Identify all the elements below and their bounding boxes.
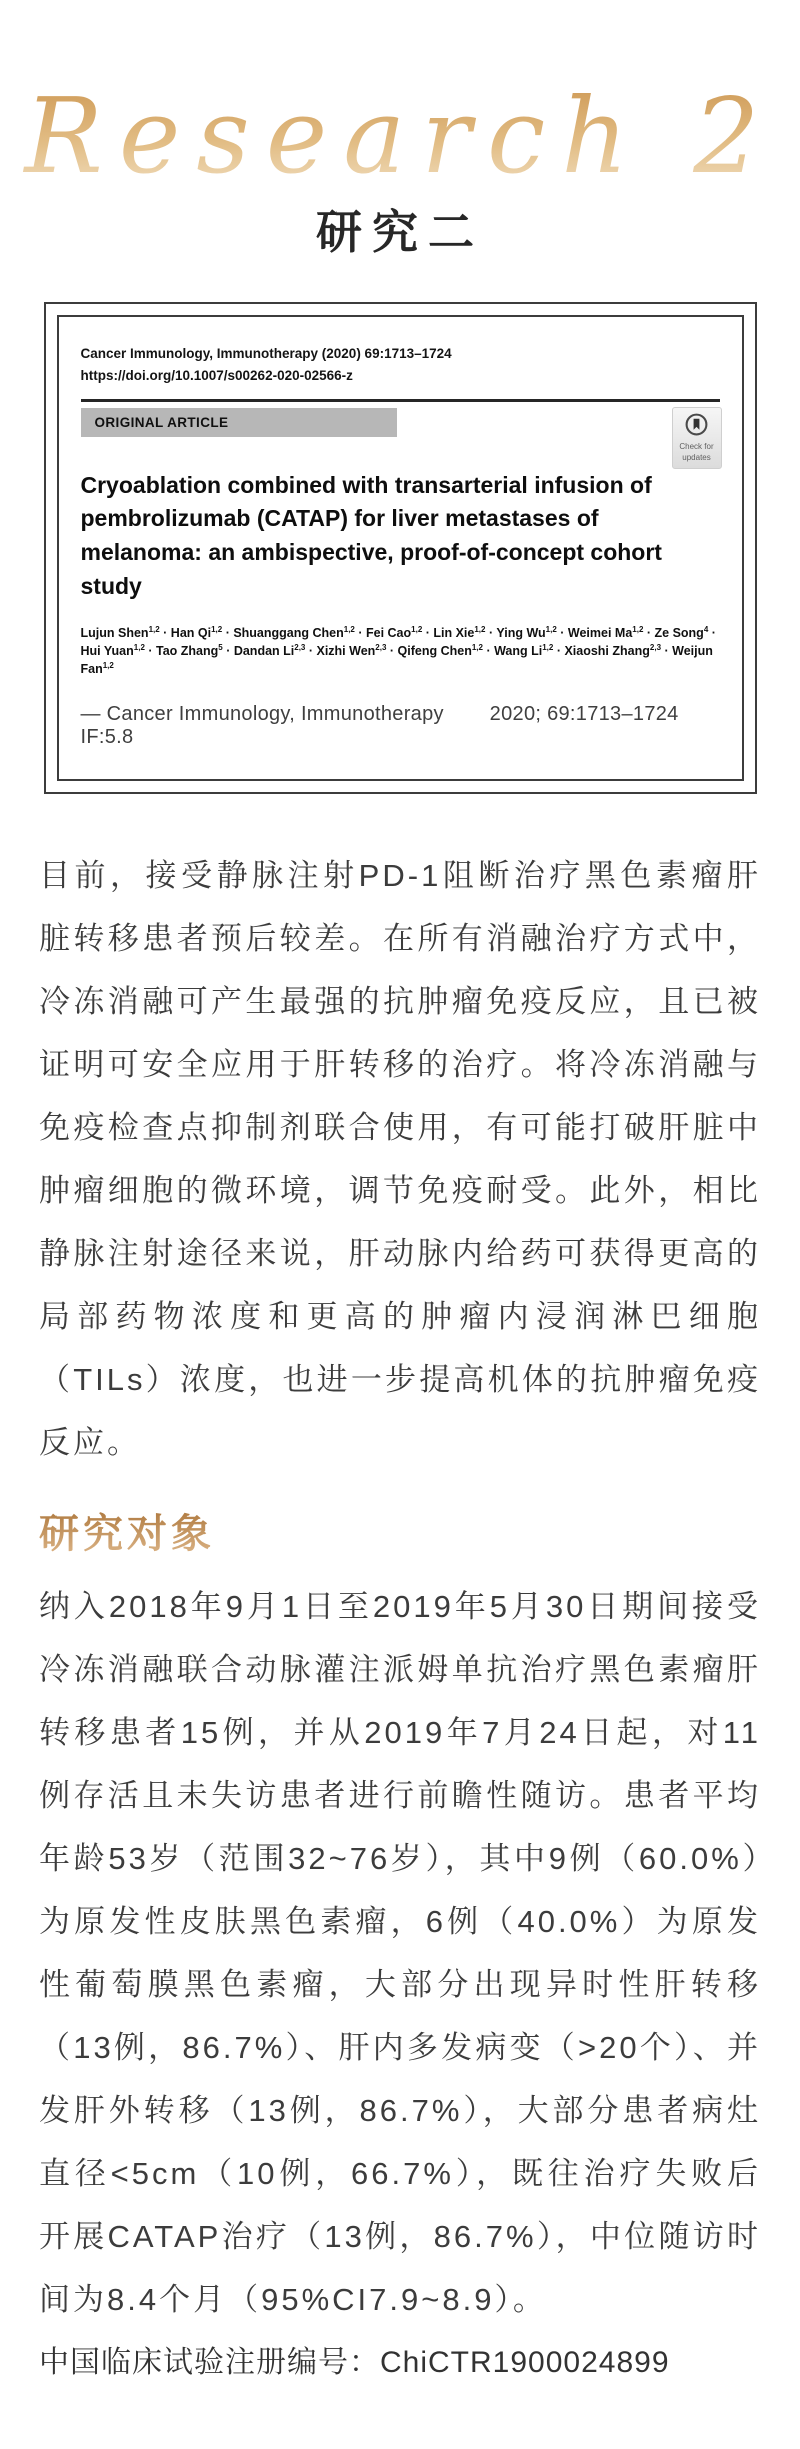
paper-inner-frame [57, 315, 744, 780]
rule-divider [81, 399, 720, 402]
check-for-updates-badge [672, 407, 722, 469]
doi-line: https://doi.org/10.1007/s00262-020-02566-z [80, 367, 353, 383]
page-header [0, 0, 800, 262]
section-title-chinese: 研究二 [316, 207, 484, 259]
paper-authors: Lujun Shen$^{1,2}$ · Han Qi$^{1,2}$ · Shuanggang Chen$^{1,2}$ · Fei Cao$^{1,2}$ · Lin Xie$^{1,2}$ · Ying Wu$^{1,2}$ · Weimei Ma$^{1,2}$ · Ze Song$^4$ · Hui Yuan$^{1,2}$ · Tao Zhang$^5$ · Dandan Li$^{2,3}$ · Xizhi Wen$^{2,3}$ · Qifeng Chen$^{1,2}$ · Wang Li$^{1,2}$ · Xiaoshi Zhang$^{2,3}$ · Weijun Fan$^{1,2}$ [80, 624, 716, 677]
citation-volume: 2020; 69:1713–1724 [489, 702, 679, 725]
study-subjects-heading: 研究对象 [39, 1502, 761, 1559]
check-badge-label-line1: Check for [679, 442, 714, 452]
paper-title: Cryoablation combined with transarterial infusion of pembrolizumab (CATAP) for liver metastases of melanoma: an ambispective, proof-of-concept cohort study [80, 471, 662, 599]
research-script-title: Research 2 [0, 66, 800, 206]
trial-registration-line: 中国临床试验注册编号：ChiCTR1900024899 [39, 2345, 670, 2379]
intro-paragraph: 目前，接受静脉注射PD-1阻断治疗黑色素瘤肝脏转移患者预后较差。在所有消融治疗方式中，冷冻消融可产生最强的抗肿瘤免疫反应，且已被证明可安全应用于肝转移的治疗。将冷冻消融与免疫检查点抑制剂联合使用，有可能打破肝脏中肿瘤细胞的微环境，调节免疫耐受。此外，相比静脉注射途径来说，肝动脉内给药可获得更高的局部药物浓度和更高的肿瘤内浸润淋巴细胞（TILs）浓度，也进一步提高机体的抗肿瘤免疫反应。 [39, 857, 761, 1460]
citation-impact-factor: IF:5.8 [80, 725, 134, 748]
study-subjects-paragraph: 纳入2018年9月1日至2019年5月30日期间接受冷冻消融联合动脉灌注派姆单抗治疗黑色素瘤肝转移患者15例，并从2019年7月24日起，对11例存活且未失访患者进行前瞻性随访。患者平均年龄53岁（范围32~76岁），其中9例（60.0%）为原发性皮肤黑色素瘤，6例（40.0%）为原发性葡萄膜黑色素瘤，大部分出现异时性肝转移（13例，86.7%）、肝内多发病变（>20个）、并发肝外转移（13例，86.7%），大部分患者病灶直径<5cm（10例，66.7%），既往治疗失败后开展CATAP治疗（13例，86.7%），中位随访时间为8.4个月（95%CI7.9~8.9）。 [39, 1588, 761, 2317]
citation-footer [81, 703, 720, 749]
check-badge-label-line2: updates [682, 452, 711, 462]
check-for-updates-icon [684, 424, 709, 441]
paper-screenshot-card [44, 302, 757, 793]
article-type-bar: ORIGINAL ARTICLE [81, 408, 397, 437]
citation-source: — Cancer Immunology, Immunotherapy [80, 702, 444, 725]
journal-citation-line: Cancer Immunology, Immunotherapy (2020) 69:1713–1724 [80, 346, 452, 362]
